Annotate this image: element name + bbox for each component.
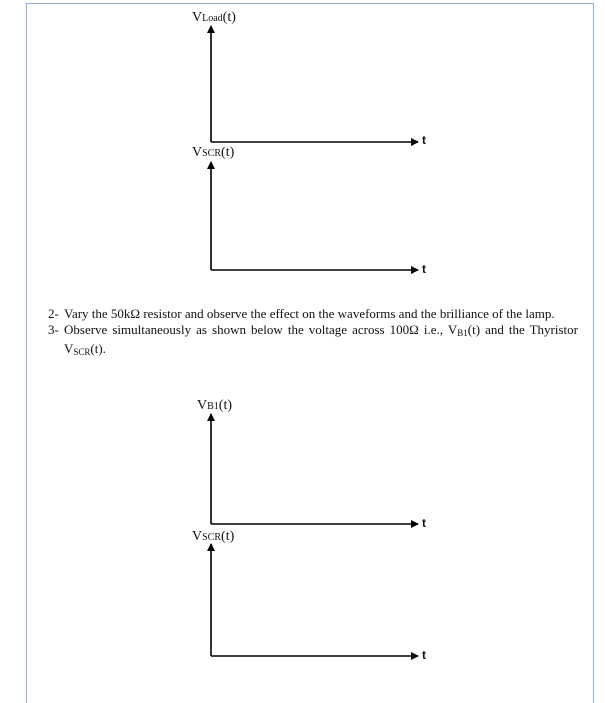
step-number: 3- (48, 322, 59, 337)
step-text: Vary the 50kΩ resistor and observe the effect on the waveforms and the brilliance of the lamp. (64, 306, 555, 321)
step-item (48, 322, 578, 360)
instruction-steps (48, 306, 578, 360)
step-number: 2- (48, 306, 59, 321)
step-item (48, 306, 578, 322)
plot3-y-label: VB1(t) (197, 398, 233, 413)
step-text: Observe simultaneously as shown below the voltage across 100Ω i.e., $V_{B1}(t)$ and the Thyristor $V_{SCR}(t)$. (64, 322, 578, 357)
plot3-x-label: t (422, 516, 426, 530)
plot1-y-label: VLoad(t) (192, 10, 236, 25)
plot4-x-label: t (422, 648, 426, 662)
plot4-y-label: VSCR(t) (192, 529, 235, 544)
plot1-x-label: t (422, 133, 426, 147)
plot2-y-label: VSCR(t) (192, 145, 235, 160)
plot2-x-label: t (422, 262, 426, 276)
